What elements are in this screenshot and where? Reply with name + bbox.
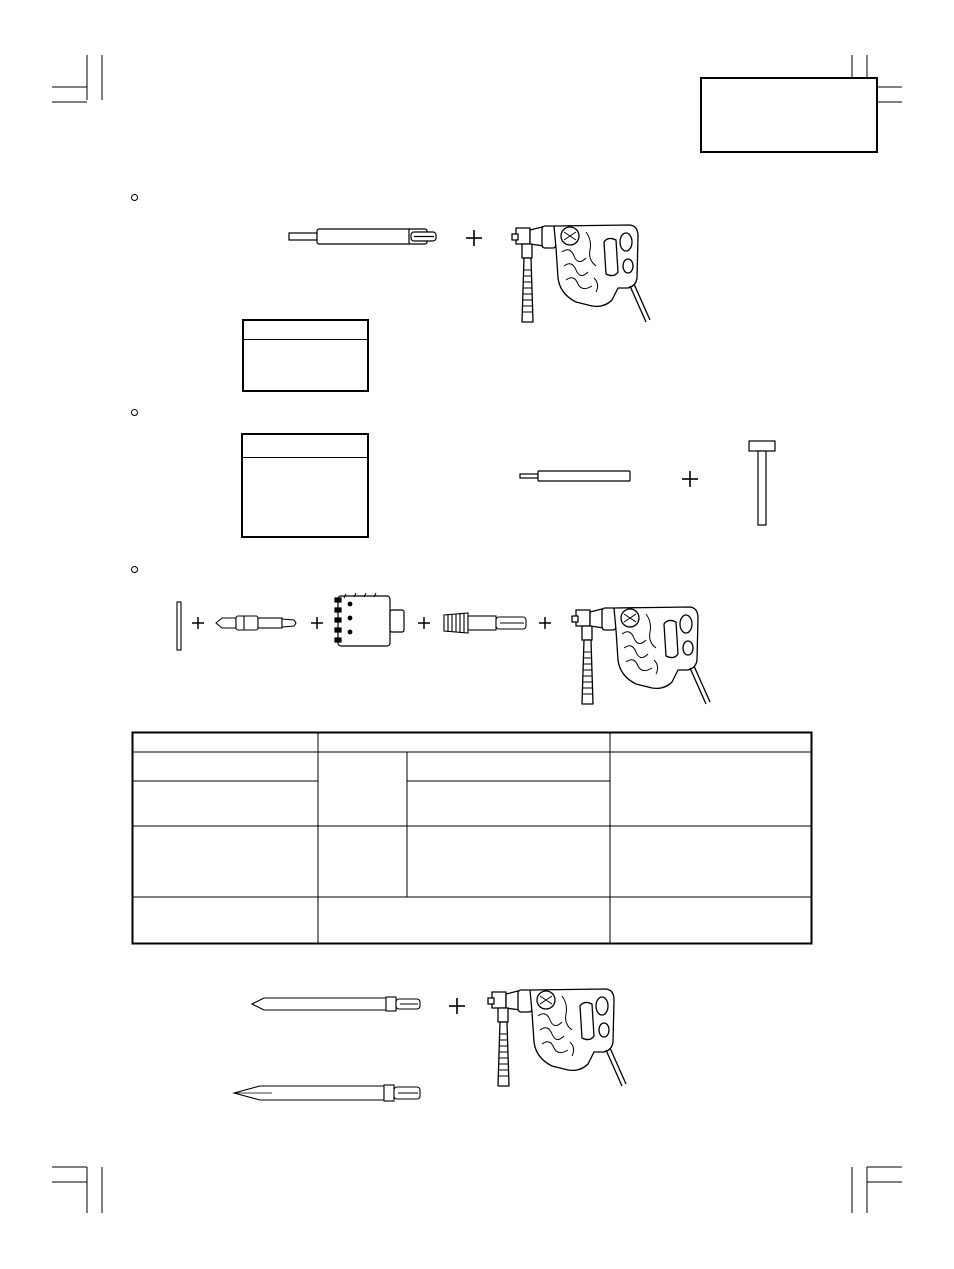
section-1-bullet — [131, 194, 138, 201]
section-box — [700, 77, 878, 153]
section-2-bullet — [131, 409, 138, 416]
core-bit-icon — [332, 590, 408, 652]
plus-icon — [417, 616, 431, 630]
drill-bit-icon — [286, 226, 446, 248]
anchor-setting-tool-icon — [518, 468, 636, 484]
taper-shank-adapter-icon — [442, 609, 532, 637]
section-3-bullet — [131, 566, 138, 573]
rotary-hammer-icon — [560, 604, 720, 714]
hammer-icon — [746, 438, 778, 528]
plus-icon — [465, 229, 483, 247]
bull-point-icon — [250, 994, 425, 1014]
spec-table — [131, 731, 813, 945]
section-1-label-box — [242, 319, 369, 392]
plus-icon — [448, 997, 466, 1015]
cold-chisel-icon — [232, 1082, 426, 1104]
center-pin-holder-icon — [214, 612, 300, 634]
plus-icon — [538, 616, 552, 630]
plus-icon — [681, 470, 699, 488]
plus-icon — [191, 616, 205, 630]
center-pin-icon — [174, 600, 184, 652]
section-2-label-box — [241, 433, 369, 538]
rotary-hammer-icon — [500, 222, 660, 332]
rotary-hammer-icon — [476, 986, 636, 1096]
plus-icon — [310, 616, 324, 630]
